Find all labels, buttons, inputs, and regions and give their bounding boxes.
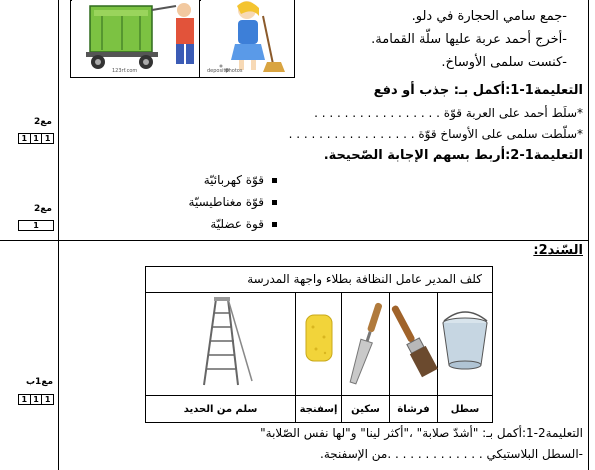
score-box: 1 [44,395,51,404]
tool-label-ladder: سلم من الحديد [183,404,258,415]
instruction-2-1-line: -السطل البلاستيكي . . . . . . . . . . . . .من الإسفنجة. [320,447,583,461]
paintbrush-icon [390,293,438,396]
score-box: 1 [19,134,31,143]
sponge-icon [296,293,342,396]
trash-cart-icon [72,0,200,77]
sweeping-girl-icon [201,0,294,77]
section-divider [0,240,589,241]
score-box: 1 [31,395,43,404]
bullet-icon [272,222,277,227]
score-box: 1 [19,395,31,404]
tools-table-header [146,267,492,293]
score-box: 1 [31,134,43,143]
tools-image-row [146,293,492,396]
option-magnetic-force [189,195,277,209]
putty-knife-icon [342,293,390,396]
score-box: 1 [44,134,51,143]
option-label: قوة عضليّة [210,217,264,231]
right-page-border [588,0,589,470]
option-label: قوّة كهربائيّة [203,173,264,187]
score-criterion-b: مع2 [34,204,52,214]
sponge-cell [295,293,341,395]
knife-cell [341,293,389,395]
bullet-icon [272,200,277,205]
instruction-1-1-title: التعليمة1-1:أكمل بـ: جذب أو دفع [373,83,583,98]
tool-label-sponge: إسفنجة [295,396,341,423]
narrative-line-2: -أخرج أحمد عربة عليها سلّة القمامة. [371,32,567,47]
tools-table [145,266,493,423]
narrative-line-1: -جمع سامي الحجارة في دلو. [411,9,567,24]
tool-label-knife: سكين [341,396,389,423]
tool-label-bucket: سطل [437,396,492,423]
option-muscle-force [210,217,277,231]
score-boxes-c [18,394,54,405]
score-boxes-a [18,133,54,144]
option-label: قوّة مغناطيسيّة [188,195,264,209]
score-criterion-c: مع1ب [26,377,54,387]
metal-ladder-icon [146,293,295,396]
cart-image-caption: 123rf.com [112,68,138,74]
bucket-cell [437,293,492,395]
score-boxes-b [18,220,54,231]
brush-cell [389,293,437,395]
sweeper-image-caption: depositphotos [207,68,243,74]
tools-table-header-text: كلف المدير عامل النظافة بطلاء واجهة المدرسة [247,272,482,286]
narrative-line-3: -كنست سلمى الأوساخ. [441,55,567,70]
sweeper-image [201,0,294,77]
instruction-1-1-item-1: *سلَط أحمد على العربة قوّة . . . . . . . . . . . . . . . . . [314,106,583,120]
score-criterion-a: مع2 [34,117,52,127]
sanad-2-title: السّند2: [533,243,583,258]
instruction-1-2-title: التعليمة1-2:أربط بسهم الإجابة الصّحيحة. [323,148,583,163]
bucket-icon [438,293,493,396]
bullet-icon [272,178,277,183]
left-column-border [58,0,59,470]
option-electric-force [204,173,277,187]
instruction-1-1-item-2: *سلّطت سلمى على الأوساخ قوّة . . . . . . . . . . . . . . . . . [288,127,583,141]
ladder-cell [146,293,295,395]
tool-label-brush: فرشاة [389,396,437,423]
instruction-2-1-title: التعليمة2-1:أكمل بـ: "أشدّ صلابة" ،"أكثر لينا" و"لها نفس الصّلابة" [260,426,583,440]
trash-cart-image [72,0,200,77]
tools-label-row [146,396,492,423]
score-box: 1 [33,221,39,230]
